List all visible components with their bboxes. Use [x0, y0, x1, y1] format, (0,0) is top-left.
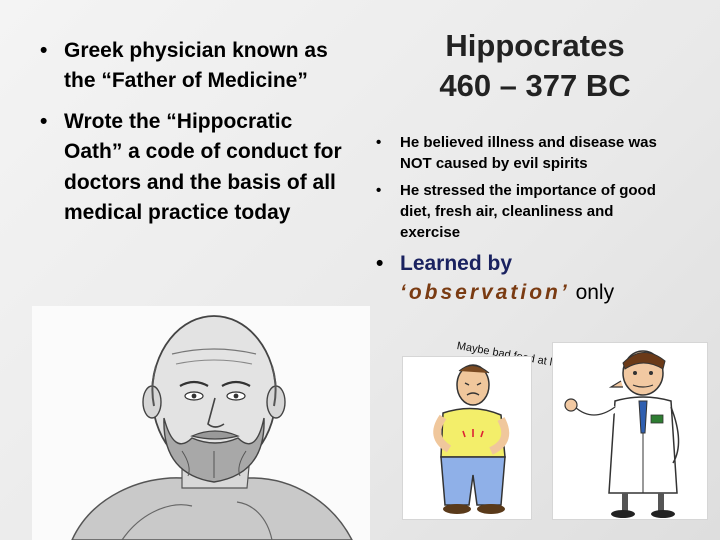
sick-man-drawing	[403, 357, 531, 519]
title-name: Hippocrates	[445, 28, 625, 63]
hippocrates-bust-image	[32, 306, 370, 540]
bullet-diet-exercise: • He stressed the importance of good diet, fresh air, cleanliness and exercise	[372, 180, 672, 243]
bullet-learned-by-observation	[372, 249, 672, 308]
learned-prefix: Learned by	[400, 252, 513, 275]
doctor-cartoon-image	[552, 342, 708, 520]
bullet-father-of-medicine: • Greek physician known as the “Father of Medicine”	[36, 36, 346, 97]
slide-title	[390, 26, 680, 107]
sick-man-cartoon-image	[402, 356, 532, 520]
speech-caption: Maybe bad at	[455, 340, 548, 368]
bust-drawing	[32, 306, 370, 540]
learned-suffix: only	[575, 281, 615, 305]
title-dates: 460 – 377 BC	[439, 68, 631, 104]
bullet-hippocratic-oath: • Wrote the “Hippocratic Oath” a code of conduct for doctors and the basis of all medical practice today	[36, 107, 346, 229]
learned-observation-word: observation	[408, 281, 561, 305]
bullet-evil-spirits: • He believed illness and disease was NOT caused by evil spirits	[372, 132, 672, 174]
left-bullet-list	[36, 36, 346, 239]
learned-close-quote: ’	[560, 281, 570, 305]
right-bullet-list	[372, 132, 672, 314]
learned-open-quote: ‘	[400, 281, 409, 305]
doctor-drawing	[553, 343, 707, 519]
